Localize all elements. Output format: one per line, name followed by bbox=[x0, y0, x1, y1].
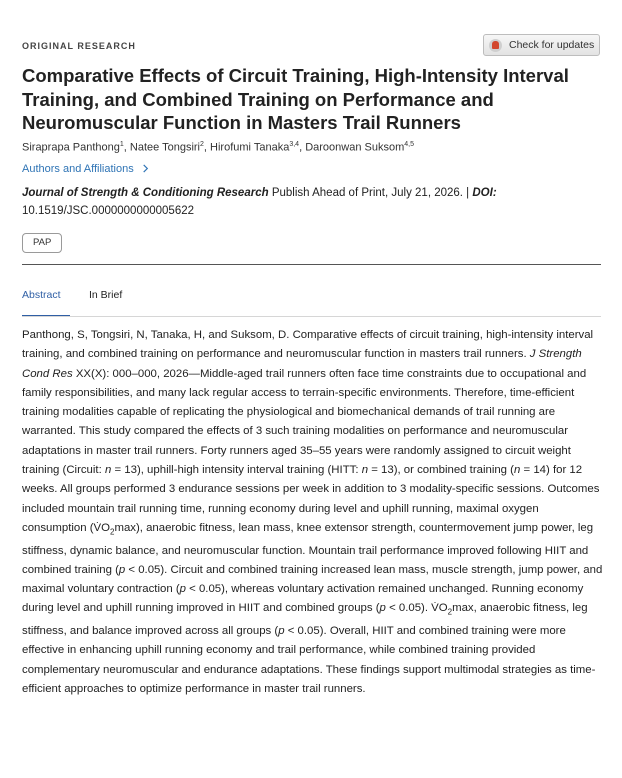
stat-variable: p bbox=[118, 563, 126, 576]
author-affiliation: 3,4 bbox=[289, 141, 300, 148]
stat-variable: p bbox=[278, 625, 285, 638]
abstract-body: = 13), or combined training ( bbox=[371, 464, 514, 477]
author-name[interactable]: Daroonwan Suksom bbox=[305, 141, 405, 154]
abstract-journal-abbrev: J Strength Cond Res bbox=[22, 348, 582, 380]
check-for-updates-label: Check for updates bbox=[509, 39, 595, 51]
abstract-body: < 0.05). Overall, HIIT and combined training were more effective in enhancing uphill running economy and trail performance, while combined training provided complementary neuromuscular and endurance adaptations. These findings support multimodal strategies as time-efficient approaches to optimize performance in master trail runners. bbox=[22, 625, 596, 695]
check-for-updates-button[interactable] bbox=[483, 34, 600, 56]
article-type-label: ORIGINAL RESEARCH bbox=[22, 41, 136, 51]
stat-variable: n bbox=[104, 464, 112, 477]
tab-in-brief[interactable]: In Brief bbox=[89, 289, 123, 301]
abstract-body: < 0.05). Circuit and combined training increased lean mass, muscle strength, jump power, and maximal voluntary contraction ( bbox=[22, 563, 603, 596]
author-name[interactable]: Hirofumi Tanaka bbox=[210, 141, 290, 154]
abstract-body: < 0.05), whereas voluntary activation remained unchanged. Running economy during level and uphill running improved in HIIT and combined groups ( bbox=[22, 583, 584, 615]
author-list: Siraprapa Panthong$^1$, Natee Tongsiri$^2$, Hirofumi Tanaka$^{3,4}$, Daroonwan Suksom$^{4,5}$ bbox=[22, 141, 414, 154]
subscript: 2 bbox=[447, 607, 453, 617]
author-affiliation: 4,5 bbox=[404, 141, 414, 148]
stat-variable: n bbox=[361, 464, 369, 477]
abstract-body: max, anaerobic fitness, leg stiffness, and balance improved across all groups ( bbox=[22, 602, 588, 638]
publication-info: Journal of Strength & Conditioning Research Publish Ahead of Print, July 21, 2026. | DOI: 10.1519/JSC.0000000000005622 bbox=[22, 187, 497, 217]
abstract-body: = 13), uphill-high intensity interval training (HITT: bbox=[114, 464, 359, 477]
tabs-divider bbox=[22, 316, 601, 317]
author-name[interactable]: Siraprapa Panthong bbox=[22, 141, 120, 154]
doi-label: DOI: bbox=[472, 187, 497, 199]
abstract-text bbox=[22, 326, 603, 699]
authors-affiliations-label: Authors and Affiliations bbox=[22, 163, 134, 175]
chevron-right-icon bbox=[137, 163, 150, 175]
abstract-body: < 0.05). V̇O bbox=[389, 602, 448, 615]
author-affiliation: 1 bbox=[119, 141, 124, 148]
doi-value[interactable]: 10.1519/JSC.0000000000005622 bbox=[22, 205, 195, 217]
author-name[interactable]: Natee Tongsiri bbox=[129, 141, 201, 154]
article-title: Comparative Effects of Circuit Training, High-Intensity Interval Training, and Combined Training on Performance and Neuromuscular Function in Masters Trail Runners bbox=[22, 65, 569, 133]
journal-name[interactable]: Journal of Strength & Conditioning Research bbox=[22, 187, 269, 199]
stat-variable: n bbox=[513, 464, 521, 477]
abstract-body: = 14) for 12 weeks. All groups performed 3 endurance sessions per week in addition to 3 modality-specific sessions. Outcomes included mountain trail running time, running economy during level and uphill running, maximal oxygen consumption (V̇O bbox=[22, 464, 600, 534]
pap-badge: PAP bbox=[22, 233, 62, 253]
abstract-body: XX(X): 000–000, 2026—Middle-aged trail runners often face time constraints due to occupational and family responsibilities, and many lack regular access to terrain-specific environments. Therefore, time-efficient training modalities capable of replicating the physiological and biomechanical demands of trail running are warranted. This study compared the effects of 3 such training modalities on performance and neuromuscular adaptations in master trail runners. Forty runners aged 35–55 years were randomly assigned to circuit weight training (Circuit: bbox=[22, 367, 587, 477]
subscript: 2 bbox=[110, 527, 115, 537]
crossmark-icon bbox=[489, 39, 502, 52]
abstract-body: max), anaerobic fitness, lean mass, knee extensor strength, countermovement jump power, leg stiffness, dynamic balance, and neuromuscular function. Mountain trail performance improved following HIIT and combined training ( bbox=[22, 521, 594, 576]
author-affiliation: 2 bbox=[200, 141, 204, 148]
abstract-citation: Panthong, S, Tongsiri, N, Tanaka, H, and Suksom, D. Comparative effects of circuit training, high-intensity interval training, and combined training on performance and neuromuscular function in masters trail runners. bbox=[22, 329, 594, 361]
stat-variable: p bbox=[179, 583, 186, 596]
tab-abstract[interactable]: Abstract bbox=[22, 289, 61, 301]
stat-variable: p bbox=[379, 602, 386, 615]
publish-info: Publish Ahead of Print, July 21, 2026. bbox=[271, 187, 463, 199]
header-divider bbox=[22, 264, 601, 265]
authors-affiliations-link[interactable] bbox=[22, 163, 150, 175]
